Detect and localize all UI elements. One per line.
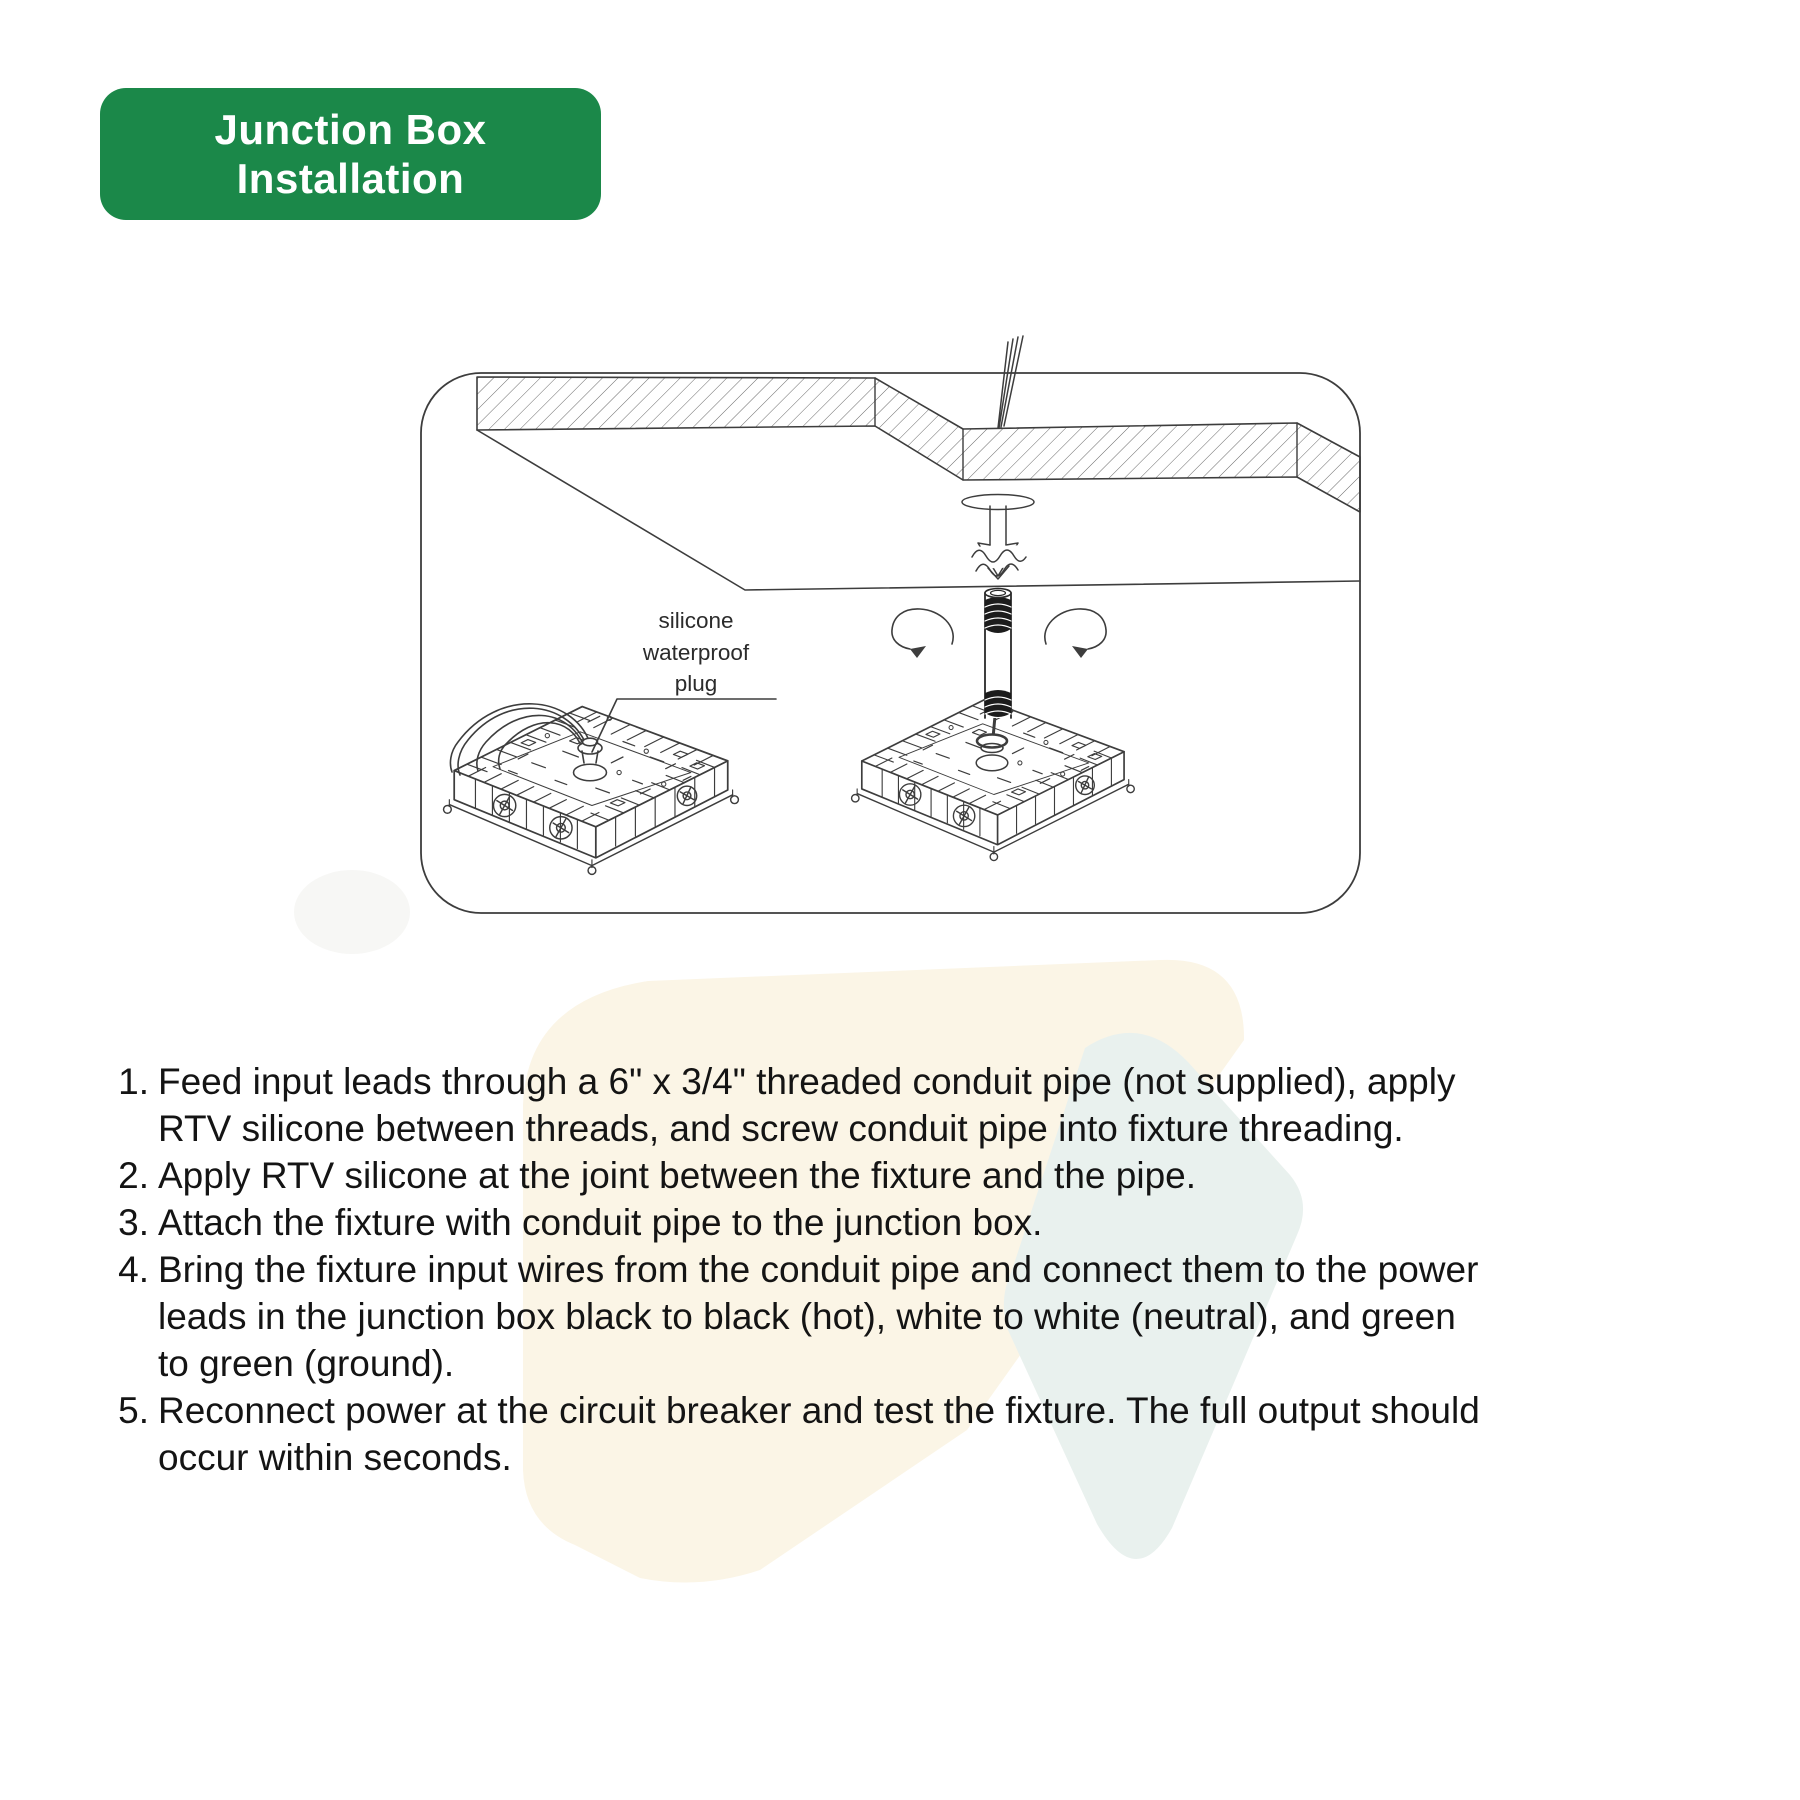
instruction-item-1 — [105, 1058, 1745, 1152]
title-badge — [100, 88, 601, 220]
junction-box-wires — [998, 336, 1023, 428]
instruction-item-5 — [105, 1387, 1745, 1481]
plug-label-line2: waterproof — [642, 640, 750, 665]
instruction-line: Feed input leads through a 6" x 3/4" threaded conduit pipe (not supplied), apply — [158, 1061, 1456, 1102]
instruction-line: Reconnect power at the circuit breaker and test the fixture. The full output should — [158, 1390, 1480, 1431]
item-number: 3. — [118, 1202, 149, 1243]
instruction-line: Attach the fixture with conduit pipe to the junction box. — [158, 1202, 1043, 1243]
item-number: 1. — [118, 1061, 149, 1102]
instruction-line: occur within seconds. — [158, 1437, 512, 1478]
rotation-arrow-left — [892, 609, 953, 658]
canopy-fixture-left — [444, 704, 739, 875]
rotation-arrow-right — [1045, 609, 1106, 658]
conduit-pipe — [985, 589, 1011, 719]
instruction-line: RTV silicone between threads, and screw conduit pipe into fixture threading. — [158, 1108, 1404, 1149]
instruction-line: Bring the fixture input wires from the conduit pipe and connect them to the power — [158, 1249, 1479, 1290]
item-number: 5. — [118, 1390, 149, 1431]
instruction-line: to green (ground). — [158, 1343, 455, 1384]
hatched-ceiling-band — [477, 377, 1360, 512]
item-number: 2. — [118, 1155, 149, 1196]
badge-title-line2: Installation — [236, 155, 465, 202]
plug-label-line3: plug — [674, 671, 718, 696]
canopy-fixture-right — [852, 700, 1135, 861]
instruction-item-3 — [105, 1199, 1745, 1246]
instruction-line: leads in the junction box black to black (hot), white to white (neutral), and green — [158, 1296, 1456, 1337]
badge-title-line1: Junction Box — [214, 106, 487, 153]
plug-label-line1: silicone — [658, 608, 734, 633]
pipe-insert-arrow — [962, 495, 1034, 580]
instruction-item-4 — [105, 1246, 1745, 1387]
instruction-line: Apply RTV silicone at the joint between the fixture and the pipe. — [158, 1155, 1197, 1196]
instruction-list — [105, 1058, 1745, 1481]
instruction-item-2 — [105, 1152, 1745, 1199]
item-number: 4. — [118, 1249, 149, 1290]
